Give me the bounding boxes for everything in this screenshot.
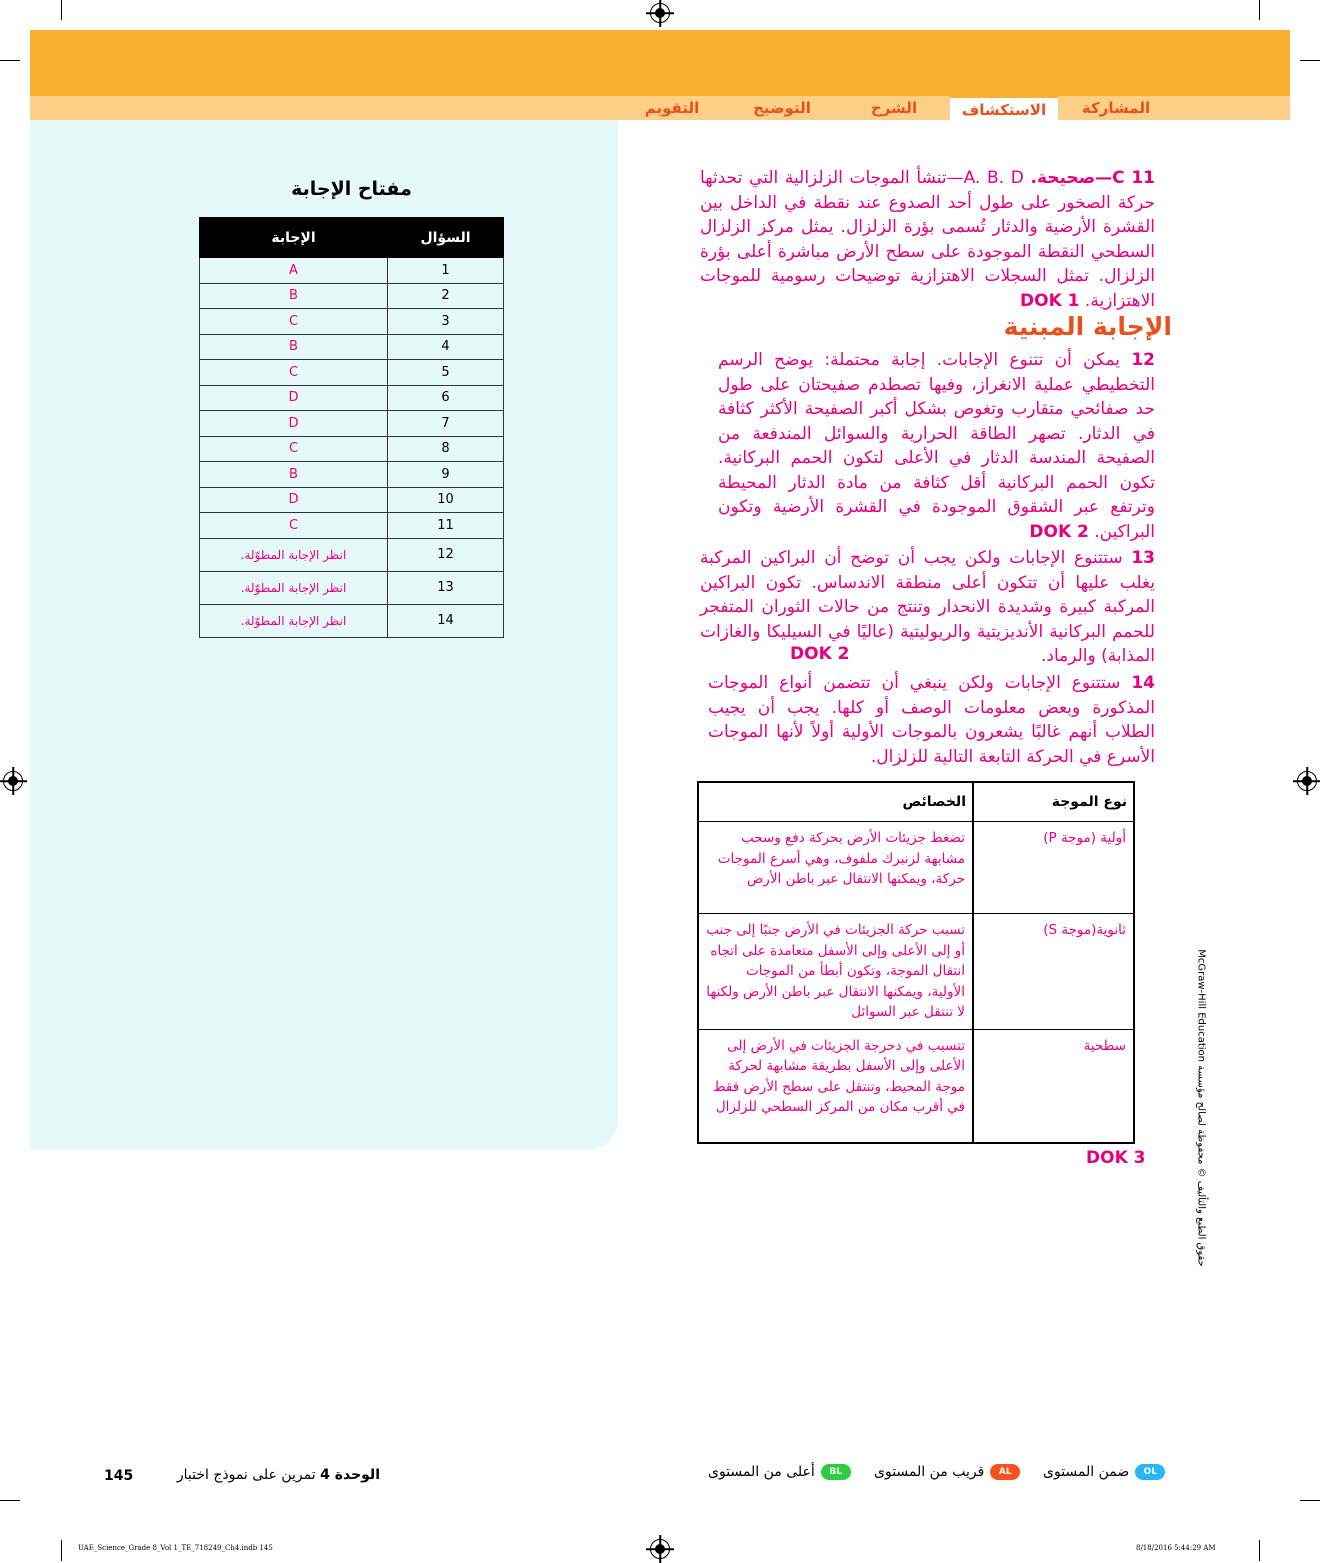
dok-label: DOK 1 (1020, 290, 1080, 311)
wave-type-cell: أولية (موجة P) (973, 822, 1134, 914)
answer-cell: A (200, 258, 388, 284)
answer-key-row (200, 487, 504, 513)
item-number: 11 (1131, 168, 1155, 188)
crop-mark (1300, 1500, 1320, 1501)
question-cell: 13 (388, 571, 504, 604)
answer-cell: D (200, 487, 388, 513)
question-cell: 5 (388, 360, 504, 386)
item-14-text: ستتنوع الإجابات ولكن ينبغي أن تتضمن أنواع الموجات المذكورة وبعض معلومات الوصف أو كلها. يجب أن يجيب الطلاب أنهم غالبًا يشعرون بالموجات الأولية أولاً لأنها الموجات الأسرع في الحركة التابعة التالية للزلزال. (708, 673, 1155, 767)
answer-cell: B (200, 334, 388, 360)
footer-unit-text: تمرين على نموذج اختبار (176, 1467, 316, 1483)
answer-key-table (199, 217, 504, 638)
wave-type-cell: سطحية (973, 1029, 1134, 1143)
wave-type-header: نوع الموجة (973, 782, 1134, 822)
item-12 (718, 348, 1155, 544)
question-cell: 4 (388, 334, 504, 360)
item-number: 12 (1131, 350, 1155, 370)
question-cell: 10 (388, 487, 504, 513)
answer-cell: B (200, 462, 388, 488)
item-13-text: ستتنوع الإجابات ولكن يجب أن توضح أن البراكين المركبة يغلب عليها أن تتكون أعلى منطقة الاندساس. تكون البراكين المركبة كبيرة وشديدة الانحدار وتنتج من حالات الثوران المتفجر للحمم البركانية الأنديزيتية والريوليتية (عاليًا في السيليكا والغازات المذابة) والرماد. (700, 548, 1155, 666)
crop-mark (61, 0, 62, 20)
question-column-header: السؤال (388, 218, 504, 258)
question-cell: 11 (388, 513, 504, 539)
tab-elaborate[interactable]: التوضيح (753, 99, 811, 117)
answer-key-row (200, 436, 504, 462)
answer-key-row (200, 411, 504, 437)
item-14 (708, 671, 1155, 769)
legend-on-level (1043, 1464, 1165, 1482)
answer-cell: انظر الإجابة المطوّلة. (200, 604, 388, 637)
question-cell: 9 (388, 462, 504, 488)
footer-unit-label: الوحدة 4 (320, 1467, 380, 1483)
answer-key-row (200, 309, 504, 335)
crop-mark (1300, 60, 1320, 61)
wave-types-table (697, 781, 1135, 1144)
answer-cell: C (200, 436, 388, 462)
answer-key-row (200, 538, 504, 571)
crop-mark (1259, 0, 1260, 20)
print-slug-left: UAE_Science_Grade 8_Vol 1_TE_718249_Ch4.indb 145 (78, 1544, 273, 1552)
answer-key-header-row (200, 218, 504, 258)
wave-type-cell: ثانوية(موجة S) (973, 914, 1134, 1030)
wave-props-cell: تتسبب في دحرجة الجزيئات في الأرض إلى الأعلى وإلى الأسفل بطريقة مشابهة لحركة موجة المحيط، وتنتقل على سطح الأرض فقط في أقرب مكان من المركز السطحي للزلزال (698, 1029, 973, 1143)
page-number: 145 (104, 1468, 134, 1484)
item-number: 14 (1131, 673, 1155, 693)
dok-label: DOK 2 (790, 644, 850, 664)
answer-key-row (200, 334, 504, 360)
wave-props-cell: تسبب حركة الجزيئات في الأرض جنبًا إلى جنب أو إلى الأعلى وإلى الأسفل متعامدة على اتجاه انتقال الموجة، وتكون أبطأ من الموجات الأولية، ويمكنها الانتقال عبر باطن الأرض ولكنها لا تنتقل عبر السوائل (698, 914, 973, 1030)
dok-label: DOK 3 (1086, 1148, 1146, 1168)
answer-cell: C (200, 513, 388, 539)
answer-key-row (200, 462, 504, 488)
crop-mark (0, 60, 20, 61)
tab-explore[interactable]: الاستكشاف (950, 96, 1058, 122)
item-11-text: A. B. D—تنشأ الموجات الزلزالية التي تحدثها حركة الصخور على طول أحد الصدوع عند نقطة في الداخل بين القشرة الأرضية والدثار تُسمى بؤرة الزلزال. يمثل مركز الزلزال السطحي النقطة الموجودة على سطح الأرض مباشرة أعلى بؤرة الزلزال. تمثل السجلات الاهتزازية توضيحات رسومية للموجات الاهتزازية. (700, 168, 1155, 311)
answer-key-row (200, 360, 504, 386)
legend-approaching-level (874, 1464, 1020, 1482)
footer-unit (150, 1467, 380, 1483)
item-11 (700, 166, 1155, 313)
answer-cell: انظر الإجابة المطوّلة. (200, 538, 388, 571)
tab-explain[interactable]: الشرح (870, 99, 918, 117)
answer-key-body (200, 258, 504, 638)
legend-beyond-level (708, 1464, 851, 1482)
registration-mark-icon (1297, 771, 1317, 791)
item-number: 13 (1131, 548, 1156, 568)
answer-key-row (200, 513, 504, 539)
question-cell: 8 (388, 436, 504, 462)
wave-table-body (698, 822, 1134, 1144)
badge-bl: BL (821, 1464, 851, 1480)
answer-column-header: الإجابة (200, 218, 388, 258)
answer-cell: D (200, 385, 388, 411)
item-12-text: يمكن أن تتنوع الإجابات. إجابة محتملة: يوضح الرسم التخطيطي عملية الانغراز، وفيها تصطدم صفيحتان على طول حد صفائحي متقارب وتغوص بشكل أكبر الصفيحة الأكثر كثافة في الدثار. تصهر الطاقة الحرارية والسوائل المندفعة من الصفيحة المندسة الدثار في الأعلى لتكون الحمم البركانية. تكون الحمم البركانية أقل كثافة من مادة الدثار المحيطة وترتفع عبر الشقوق الموجودة في القشرة الأرضية وتكون البراكين. (718, 350, 1155, 542)
wave-table-row (698, 822, 1134, 914)
answer-cell: B (200, 283, 388, 309)
badge-ol: OL (1135, 1464, 1165, 1480)
wave-table-row (698, 914, 1134, 1030)
answer-cell: C (200, 309, 388, 335)
question-cell: 14 (388, 604, 504, 637)
wave-table-header-row (698, 782, 1134, 822)
answer-key-row (200, 571, 504, 604)
registration-mark-icon (650, 1539, 670, 1559)
header-band (30, 30, 1290, 96)
question-cell: 2 (388, 283, 504, 309)
answer-cell: C (200, 360, 388, 386)
crop-mark (1259, 1540, 1260, 1561)
item-13 (700, 546, 1155, 669)
legend-approaching-level-label: قريب من المستوى (874, 1464, 985, 1480)
tab-evaluate[interactable]: التقويم (644, 99, 700, 117)
registration-mark-icon (650, 3, 670, 23)
badge-al: AL (990, 1464, 1020, 1480)
answer-key-row (200, 283, 504, 309)
copyright-text: حقوق الطبع والتأليف © محفوظة لصالح مؤسسة McGraw-Hill Education (1195, 948, 1207, 1267)
dok-label: DOK 2 (1029, 521, 1089, 542)
question-cell: 12 (388, 538, 504, 571)
answer-cell: انظر الإجابة المطوّلة. (200, 571, 388, 604)
legend-beyond-level-label: أعلى من المستوى (708, 1464, 815, 1480)
answer-key-title: مفتاح الإجابة (291, 178, 412, 200)
crop-mark (0, 1500, 20, 1501)
item-11-lead: C—صحيحة. (1030, 168, 1125, 188)
legend-on-level-label: ضمن المستوى (1043, 1464, 1130, 1480)
wave-props-header: الخصائص (698, 782, 973, 822)
copyright-notice (1192, 948, 1210, 1267)
question-cell: 7 (388, 411, 504, 437)
crop-mark (61, 1540, 62, 1561)
answer-key-row (200, 385, 504, 411)
question-cell: 1 (388, 258, 504, 284)
question-cell: 3 (388, 309, 504, 335)
answer-key-row (200, 604, 504, 637)
wave-table-row (698, 1029, 1134, 1143)
wave-props-cell: تضغط جزيئات الأرض بحركة دفع وسحب مشابهة لزنبرك ملفوف، وهي أسرع الموجات حركة، ويمكنها الانتقال عبر باطن الأرض (698, 822, 973, 914)
section-heading: الإجابة المبنية (1003, 312, 1172, 341)
registration-mark-icon (3, 771, 23, 791)
answer-key-row (200, 258, 504, 284)
answer-cell: D (200, 411, 388, 437)
question-cell: 6 (388, 385, 504, 411)
print-slug-right: 8/18/2016 5:44:29 AM (1136, 1544, 1216, 1552)
tab-engage[interactable]: المشاركة (1081, 99, 1151, 117)
